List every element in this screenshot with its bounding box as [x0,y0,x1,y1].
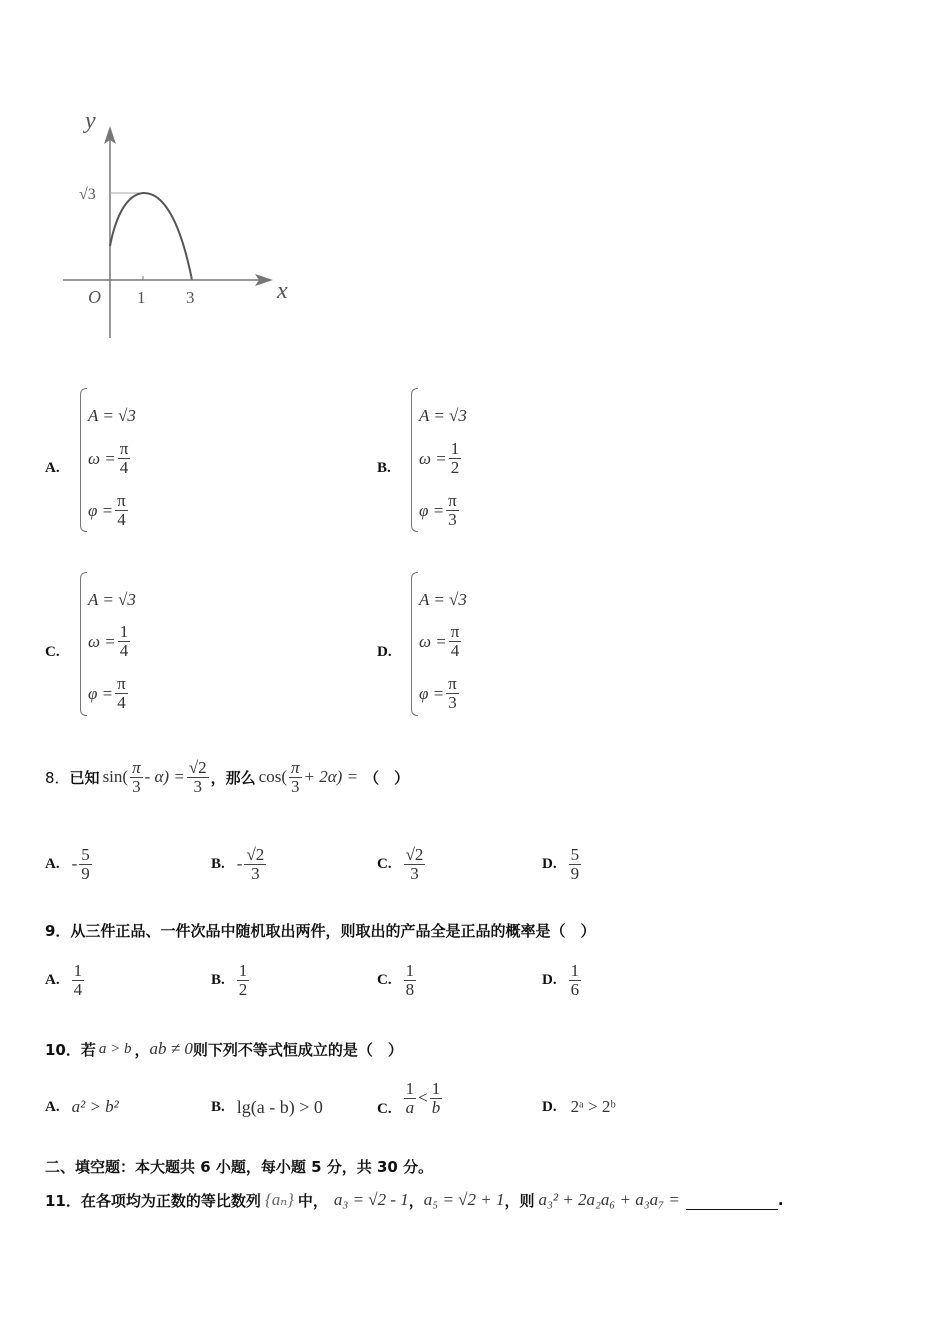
q7-option-b-brace [411,388,418,532]
fraction-num: 1 [238,960,248,980]
option-letter: A. [45,855,60,872]
q8-sin: sin( [102,767,129,786]
option-letter: C. [377,855,392,872]
fraction-num: √2 [188,757,207,777]
q7-option-c-letter[interactable]: C. [45,644,60,660]
fraction-den: 4 [117,510,126,529]
fraction-den: 4 [119,458,129,477]
fraction-num: π [132,757,141,777]
fraction-den: a [405,1097,415,1117]
fraction-den: 3 [132,776,141,796]
q7-option-d-phi [419,675,461,712]
phi-label: φ = [88,500,114,520]
q11-a3: a₃ = √2 - 1 [333,1190,409,1209]
q7-option-a-omega [88,440,132,477]
q11-answer-blank[interactable] [686,1191,778,1210]
q8-text-1: 已知 [69,768,100,787]
q10-condition-1: a > b [98,1040,132,1057]
q8-text-2: ，那么 [210,768,256,787]
fraction-num: π [117,491,126,510]
q10-comma: ， [134,1040,150,1059]
q9-option-c[interactable] [377,956,418,1004]
omega-label: ω = [88,631,116,651]
q8-minus-alpha: - α) = [144,767,185,786]
phi-label: φ = [419,683,445,703]
q7-option-a-phi [88,492,130,529]
q10-option-c[interactable] [377,1074,444,1122]
option-expression: a² > b² [71,1097,119,1116]
q8-option-c[interactable] [377,840,427,888]
option-sign: - [236,854,243,873]
option-letter: C. [377,1101,392,1117]
option-letter: C. [377,971,392,988]
q7-option-d-brace [411,572,418,716]
q9-option-b[interactable] [211,956,251,1004]
fraction-num: 5 [81,844,90,864]
option-expression: 2ᵃ > 2ᵇ [570,1097,616,1116]
fraction-den: 3 [448,693,457,712]
option-sign: - [71,854,78,873]
q7-option-c-phi [88,675,130,712]
fraction-den: 3 [291,776,300,796]
x-tick-label-3: 3 [186,288,195,307]
q11-stem [45,1180,784,1220]
q11-a5: a₅ = √2 + 1 [423,1190,505,1209]
q10-option-a[interactable] [45,1094,119,1120]
sine-curve [110,193,192,280]
option-letter: A. [45,971,60,988]
fraction-den: 3 [448,510,457,529]
q8-cos: cos( [258,767,287,786]
q8-plus-2alpha: + 2α) = [303,767,359,786]
fraction-num: π [448,674,457,693]
q7-option-a-brace [80,388,87,532]
x-axis-label: x [277,278,288,304]
q7-option-c-brace [80,572,87,716]
fraction-den: 9 [570,863,580,883]
fraction-num: 1 [119,622,129,641]
q11-end: . [777,1191,784,1209]
q11-sequence: {aₙ} [264,1190,294,1209]
q8-option-b[interactable] [211,840,268,888]
section-2-title: 二、填空题：本大题共 6 小题，每小题 5 分，共 30 分。 [45,1158,434,1176]
fraction-den: 4 [73,979,83,999]
y-tick-label: √3 [79,186,96,203]
option-letter: B. [211,855,225,872]
q11-text-3: ，则 [504,1191,535,1210]
q7-option-a-letter[interactable]: A. [45,460,60,476]
q7-option-c-omega [88,623,132,660]
q8-option-d[interactable] [542,840,583,888]
fraction-num: 1 [73,960,83,980]
x-tick-label-1: 1 [137,288,146,307]
option-letter: B. [211,971,225,988]
fraction-den: 2 [450,458,460,477]
fraction-den: 4 [450,641,460,660]
fraction-num: 1 [405,960,415,980]
origin-label: O [88,287,101,307]
q7-option-d-A: A = √3 [419,590,467,609]
option-letter: D. [542,855,557,872]
option-expression: lg(a - b) > 0 [236,1096,323,1117]
fraction-den: b [431,1097,441,1117]
q9-option-a[interactable] [45,956,86,1004]
fraction-num: 5 [570,844,580,864]
q7-option-b-omega [419,440,463,477]
q8-paren: （ ） [364,768,410,787]
option-letter: B. [211,1098,225,1115]
fraction-num: √2 [405,844,424,864]
fraction-num: √2 [246,844,265,864]
option-letter: A. [45,1098,60,1115]
q10-option-d[interactable] [542,1094,616,1120]
q7-option-b-letter[interactable]: B. [377,460,391,476]
q7-option-b-phi [419,492,461,529]
q10-option-b[interactable] [211,1094,323,1120]
q7-option-b-A: A = √3 [419,406,467,425]
fraction-num: π [117,674,126,693]
fraction-den: 4 [117,693,126,712]
y-axis-label: y [85,108,96,134]
q7-option-d-omega [419,623,463,660]
phi-label: φ = [419,500,445,520]
q8-number: 8． [45,768,70,787]
q8-option-a[interactable] [45,840,94,888]
option-letter: D. [542,1098,557,1115]
fraction-den: 2 [238,979,248,999]
omega-label: ω = [419,631,447,651]
q11-separator: ， [408,1191,424,1210]
omega-label: ω = [88,448,116,468]
q10-stem [45,1037,403,1061]
q7-option-a-A: A = √3 [88,406,136,425]
fraction-den: 3 [251,863,260,883]
fraction-num: π [450,622,460,641]
q7-option-c-A: A = √3 [88,590,136,609]
q10-number: 10．若 [45,1040,96,1059]
sine-graph [55,100,315,345]
q8-stem [45,752,409,802]
fraction-den: 4 [119,641,129,660]
q10-condition-2: ab ≠ 0 [149,1039,193,1058]
fraction-num: 1 [450,439,460,458]
q10-text-2: 则下列不等式恒成立的是（ ） [192,1040,403,1059]
q9-stem: 9．从三件正品、一件次品中随机取出两件，则取出的产品全是正品的概率是（ ） [45,922,596,940]
fraction-num: π [448,491,457,510]
q11-text-2: 中， [297,1191,328,1210]
fraction-den: 3 [193,776,202,796]
q7-option-d-letter[interactable]: D. [377,644,392,660]
fraction-num: π [119,439,129,458]
phi-label: φ = [88,683,114,703]
q9-option-d[interactable] [542,956,583,1004]
option-letter: D. [542,971,557,988]
fraction-den: 9 [81,863,90,883]
omega-label: ω = [419,448,447,468]
fraction-num: 1 [570,960,580,980]
q11-expression: a₃² + 2a₂a₆ + a₃a₇ = [538,1190,680,1209]
q11-text-1: 11．在各项均为正数的等比数列 [45,1191,261,1210]
fraction-num: π [291,757,300,777]
fraction-den: 6 [570,979,580,999]
fraction-num: 1 [405,1078,415,1098]
fraction-num: 1 [431,1078,441,1098]
less-than: < [418,1088,428,1107]
fraction-den: 3 [410,863,419,883]
fraction-den: 8 [405,979,415,999]
